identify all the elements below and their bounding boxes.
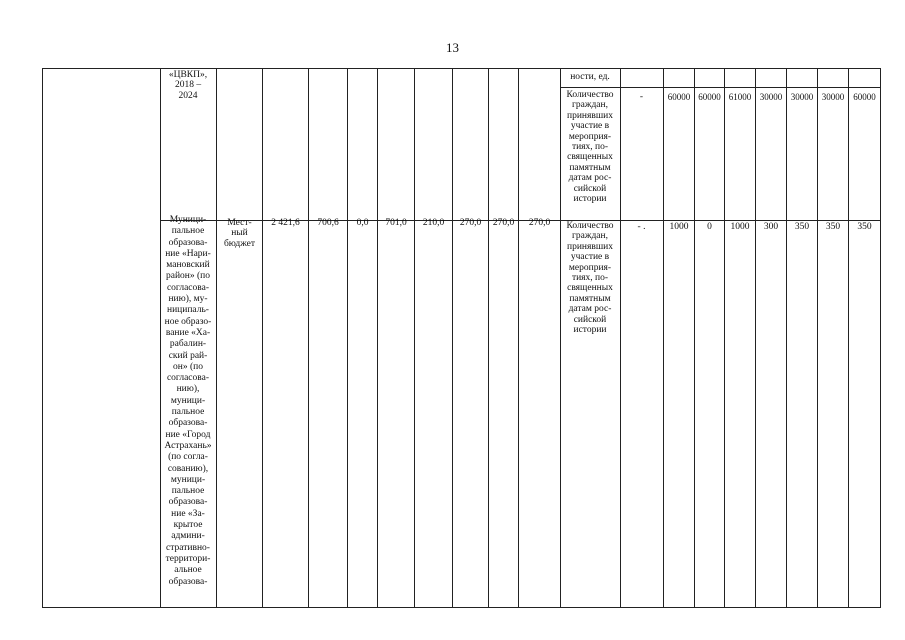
executor-line: стративно- [166, 542, 210, 553]
page-number: 13 [446, 40, 459, 55]
col-rule [880, 68, 881, 608]
program-name-cell [161, 70, 215, 101]
indicator-unit-cell: ности, ед. [570, 72, 610, 82]
executor-line: мановский [166, 260, 210, 271]
executor-line: образова- [168, 576, 208, 587]
funding-source-line: бюджет [223, 238, 256, 249]
indicator-line: священных [567, 152, 613, 163]
indicator-line: священных [567, 283, 613, 294]
executor-line: рабалин- [169, 339, 207, 350]
executor-line: ский рай- [168, 350, 208, 361]
executor-line: муници- [170, 395, 206, 406]
target-value-cell: 60000 [667, 92, 691, 102]
indicator-line: участие в [570, 252, 610, 263]
indicator-line: датам рос- [568, 304, 612, 315]
indicator-unit-rule [560, 87, 880, 88]
executor-line: территори- [165, 553, 211, 564]
amount-year-cell: 701,0 [385, 218, 407, 228]
target-value-cell: 1000 [669, 222, 689, 232]
program-name-line: «ЦВКП», [168, 70, 208, 80]
amount-year-cell: 0,0 [356, 218, 369, 228]
executor-line: пальное [171, 486, 205, 497]
target-value-cell: 30000 [790, 92, 814, 102]
col-rule [848, 68, 849, 608]
target-value-cell: 1000 [730, 222, 750, 232]
indicator-line: принявших [566, 241, 613, 252]
target-value-cell: 60000 [853, 92, 876, 102]
target-value-cell: 350 [825, 222, 841, 232]
executor-line: согласова- [166, 282, 210, 293]
indicator-line: истории [573, 194, 607, 205]
amount-year-cell: 270,0 [459, 218, 482, 228]
indicator-line: принявших [566, 110, 613, 121]
col-rule [452, 68, 453, 608]
executor-line: нию), му- [168, 294, 208, 305]
program-name-line: 2018 – [174, 80, 202, 91]
indicator-name-cell [561, 221, 619, 335]
indicator-line: Количество [566, 90, 614, 100]
executor-line: Астрахань» [164, 440, 212, 451]
col-rule [42, 68, 43, 608]
executor-line: сованию), [167, 463, 209, 474]
indicator-line: датам рос- [568, 173, 612, 184]
col-rule [262, 68, 263, 608]
executor-line: ниципаль- [167, 305, 209, 316]
target-value-cell: 30000 [821, 92, 845, 102]
amount-total-cell: 2 421,6 [271, 218, 300, 228]
executor-line: ние «Город [165, 429, 211, 440]
col-rule [308, 68, 309, 608]
amount-year-cell: 270,0 [528, 218, 551, 228]
funding-source-line: ный [231, 228, 248, 239]
target-value-cell: 0 [707, 222, 712, 232]
executor-line: он» (по [173, 361, 203, 372]
executor-line: ние «Нари- [165, 248, 211, 259]
executor-line: образова- [168, 497, 208, 508]
col-rule [663, 68, 664, 608]
executor-line: согласова- [166, 373, 210, 384]
target-value-cell: 350 [857, 222, 872, 232]
executor-line: крытое [173, 520, 203, 531]
executor-line: нию), [176, 384, 200, 395]
amount-year-cell: 700,6 [317, 218, 339, 228]
col-rule [377, 68, 378, 608]
indicator-line: мероприя- [568, 262, 612, 273]
executor-line: образова- [168, 418, 208, 429]
indicator-line: мероприя- [568, 131, 612, 142]
executor-line: вание «Ха- [165, 327, 211, 338]
funding-source-cell [217, 218, 262, 249]
col-rule [755, 68, 756, 608]
indicator-line: участие в [570, 121, 610, 132]
program-name-line: 2024 [178, 90, 198, 101]
base-value-cell: - [639, 92, 644, 102]
indicator-line: памятным [569, 293, 611, 304]
indicator-line: Количество [566, 221, 614, 231]
col-rule [694, 68, 695, 608]
target-value-cell: 60000 [698, 92, 721, 102]
amount-year-cell: 270,0 [492, 218, 515, 228]
executor-cell [161, 215, 215, 588]
executor-line: ние «За- [171, 508, 205, 519]
executor-line: Муници- [169, 215, 207, 225]
executor-line: (по согла- [168, 452, 208, 463]
funding-source-line: Мест- [227, 218, 252, 228]
indicator-line: сийской [573, 314, 607, 325]
target-value-cell: 61000 [728, 92, 752, 102]
col-rule [347, 68, 348, 608]
target-value-cell: 300 [763, 222, 779, 232]
indicator-name-cell [561, 90, 619, 204]
executor-line: ное образо- [164, 316, 212, 327]
indicator-line: граждан, [572, 231, 608, 242]
col-rule [216, 68, 217, 608]
col-rule [414, 68, 415, 608]
executor-line: муници- [170, 474, 206, 485]
indicator-line: истории [573, 325, 607, 336]
amount-year-cell: 210,0 [422, 218, 445, 228]
executor-line: район» (по [165, 271, 210, 282]
indicator-line: граждан, [572, 100, 608, 111]
executor-line: образова- [168, 237, 208, 248]
executor-line: админи- [171, 531, 205, 542]
indicator-line: тиях, по- [571, 142, 609, 153]
base-value-cell: - . [637, 222, 646, 232]
col-rule [518, 68, 519, 608]
col-rule [620, 68, 621, 608]
executor-line: пальное [171, 226, 205, 237]
col-rule [724, 68, 725, 608]
indicator-line: сийской [573, 183, 607, 194]
target-value-cell: 350 [794, 222, 810, 232]
col-rule [817, 68, 818, 608]
target-value-cell: 30000 [759, 92, 783, 102]
executor-line: пальное [171, 407, 205, 418]
indicator-line: тиях, по- [571, 273, 609, 284]
col-rule [488, 68, 489, 608]
executor-line: альное [174, 565, 202, 576]
indicator-line: памятным [569, 162, 611, 173]
col-rule [786, 68, 787, 608]
